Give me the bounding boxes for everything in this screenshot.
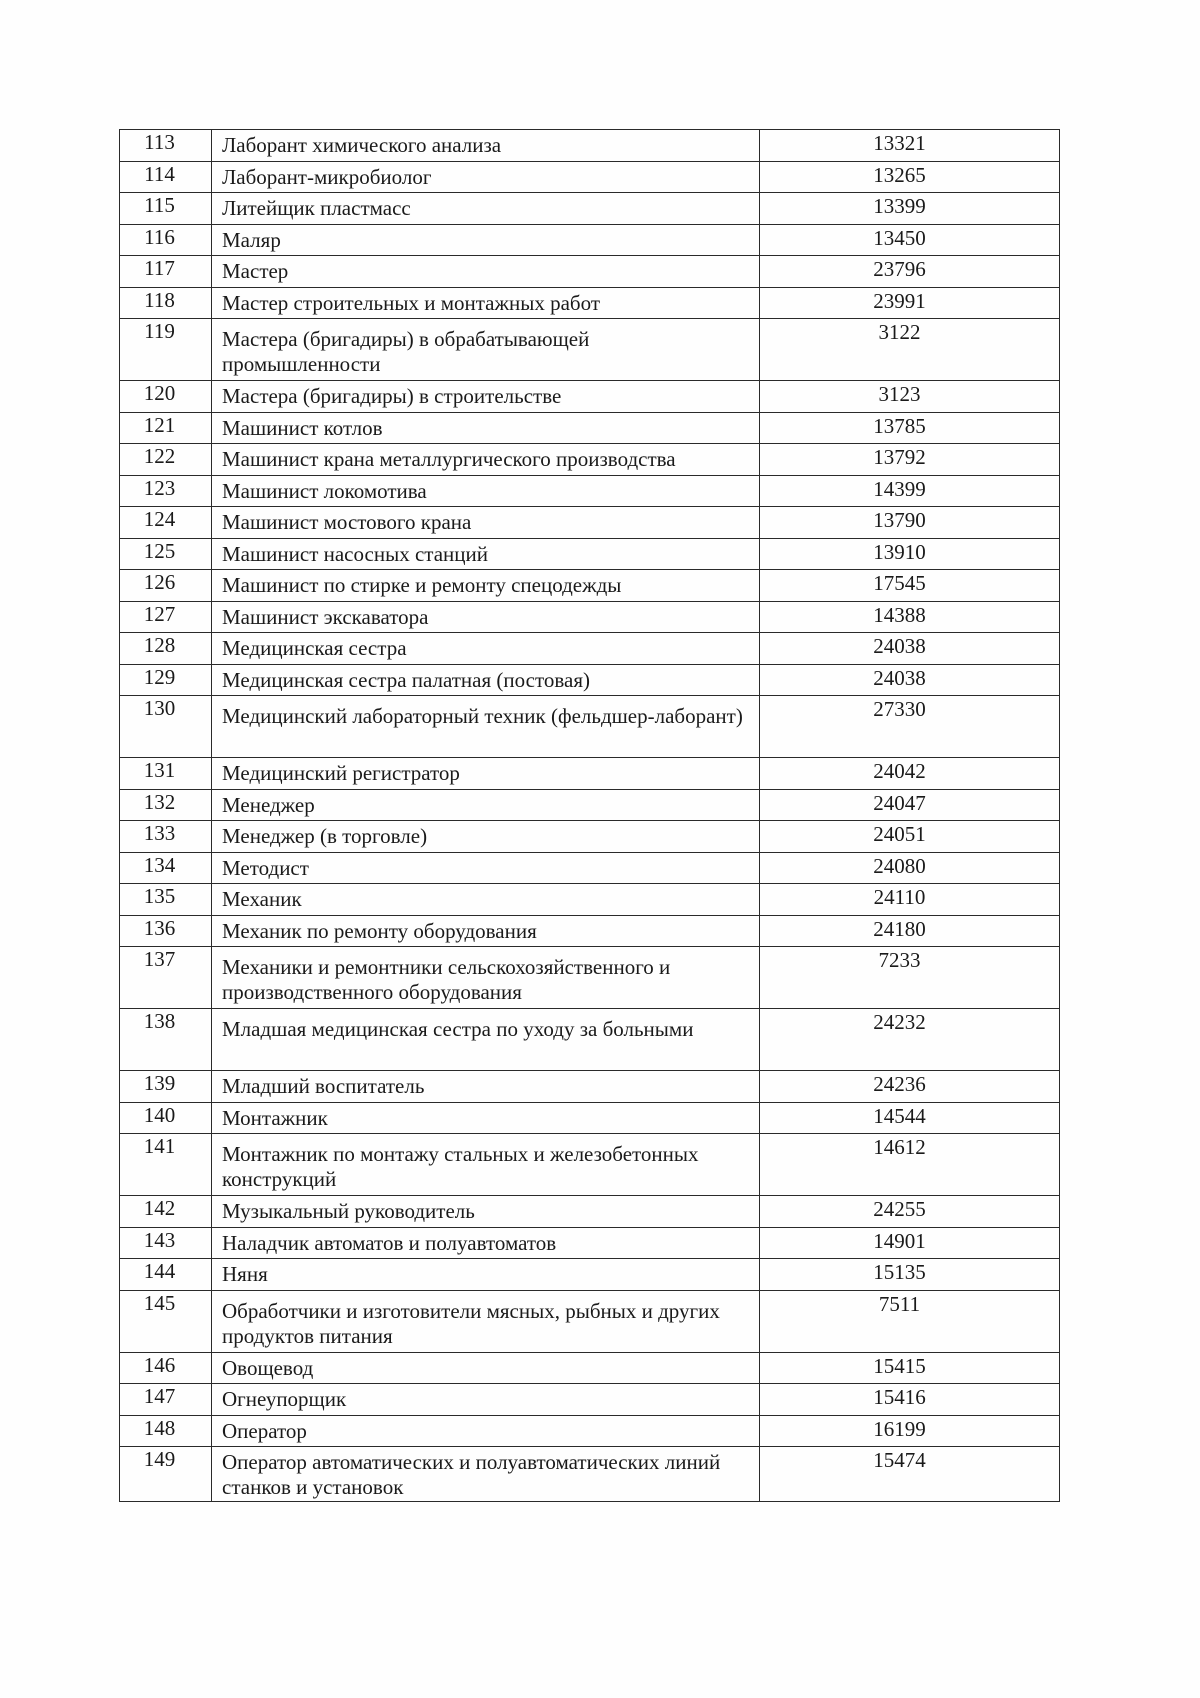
profession-code-cell: 3123 bbox=[760, 381, 1060, 413]
table-row bbox=[120, 758, 1060, 790]
row-number-cell: 128 bbox=[120, 633, 212, 665]
profession-name-cell: Механики и ремонтники сельскохозяйственного и производственного оборудования bbox=[212, 947, 760, 1009]
row-number-cell: 143 bbox=[120, 1227, 212, 1259]
profession-name-cell: Оператор автоматических и полуавтоматических линий станков и установок bbox=[212, 1447, 760, 1502]
profession-code-cell: 24038 bbox=[760, 664, 1060, 696]
table-row bbox=[120, 1196, 1060, 1228]
profession-code-cell: 15416 bbox=[760, 1384, 1060, 1416]
row-number-cell: 130 bbox=[120, 696, 212, 758]
profession-code-cell: 13265 bbox=[760, 161, 1060, 193]
row-number-cell: 134 bbox=[120, 852, 212, 884]
table-row bbox=[120, 1227, 1060, 1259]
profession-code-cell: 24051 bbox=[760, 821, 1060, 853]
profession-name-cell: Монтажник bbox=[212, 1102, 760, 1134]
profession-code-cell: 13785 bbox=[760, 412, 1060, 444]
row-number-cell: 129 bbox=[120, 664, 212, 696]
profession-code-cell: 13790 bbox=[760, 507, 1060, 539]
row-number-cell: 145 bbox=[120, 1290, 212, 1352]
profession-name-cell: Мастер строительных и монтажных работ bbox=[212, 287, 760, 319]
profession-code-cell: 23991 bbox=[760, 287, 1060, 319]
profession-name-cell: Механик bbox=[212, 884, 760, 916]
profession-name-cell: Машинист крана металлургического производства bbox=[212, 444, 760, 476]
table-row bbox=[120, 852, 1060, 884]
table-row bbox=[120, 1259, 1060, 1291]
profession-code-cell: 24180 bbox=[760, 915, 1060, 947]
profession-code-cell: 13450 bbox=[760, 224, 1060, 256]
row-number-cell: 136 bbox=[120, 915, 212, 947]
profession-name-cell: Медицинская сестра палатная (постовая) bbox=[212, 664, 760, 696]
table-row bbox=[120, 1447, 1060, 1502]
row-number-cell: 131 bbox=[120, 758, 212, 790]
row-number-cell: 149 bbox=[120, 1447, 212, 1502]
table-row bbox=[120, 287, 1060, 319]
table-row bbox=[120, 538, 1060, 570]
table-row bbox=[120, 664, 1060, 696]
table-row bbox=[120, 570, 1060, 602]
profession-code-cell: 27330 bbox=[760, 696, 1060, 758]
professions-table bbox=[119, 129, 1060, 1502]
profession-name-cell: Методист bbox=[212, 852, 760, 884]
table-row bbox=[120, 1290, 1060, 1352]
profession-name-cell: Мастера (бригадиры) в строительстве bbox=[212, 381, 760, 413]
row-number-cell: 138 bbox=[120, 1009, 212, 1071]
table-row bbox=[120, 475, 1060, 507]
profession-name-cell: Наладчик автоматов и полуавтоматов bbox=[212, 1227, 760, 1259]
row-number-cell: 146 bbox=[120, 1352, 212, 1384]
profession-code-cell: 13910 bbox=[760, 538, 1060, 570]
row-number-cell: 148 bbox=[120, 1415, 212, 1447]
row-number-cell: 122 bbox=[120, 444, 212, 476]
profession-name-cell: Машинист насосных станций bbox=[212, 538, 760, 570]
table-row bbox=[120, 633, 1060, 665]
table-row bbox=[120, 789, 1060, 821]
table-row bbox=[120, 601, 1060, 633]
profession-code-cell: 14901 bbox=[760, 1227, 1060, 1259]
table-row bbox=[120, 1071, 1060, 1103]
row-number-cell: 120 bbox=[120, 381, 212, 413]
row-number-cell: 114 bbox=[120, 161, 212, 193]
table-row bbox=[120, 507, 1060, 539]
row-number-cell: 119 bbox=[120, 319, 212, 381]
table-row bbox=[120, 412, 1060, 444]
row-number-cell: 127 bbox=[120, 601, 212, 633]
profession-code-cell: 24232 bbox=[760, 1009, 1060, 1071]
profession-code-cell: 24080 bbox=[760, 852, 1060, 884]
profession-name-cell: Огнеупорщик bbox=[212, 1384, 760, 1416]
row-number-cell: 117 bbox=[120, 256, 212, 288]
profession-code-cell: 24047 bbox=[760, 789, 1060, 821]
profession-code-cell: 13399 bbox=[760, 193, 1060, 225]
row-number-cell: 132 bbox=[120, 789, 212, 821]
profession-code-cell: 14399 bbox=[760, 475, 1060, 507]
profession-code-cell: 15415 bbox=[760, 1352, 1060, 1384]
profession-code-cell: 17545 bbox=[760, 570, 1060, 602]
table-body bbox=[120, 130, 1060, 1502]
table-row bbox=[120, 1352, 1060, 1384]
row-number-cell: 140 bbox=[120, 1102, 212, 1134]
profession-name-cell: Машинист экскаватора bbox=[212, 601, 760, 633]
profession-code-cell: 14612 bbox=[760, 1134, 1060, 1196]
profession-name-cell: Няня bbox=[212, 1259, 760, 1291]
profession-name-cell: Менеджер bbox=[212, 789, 760, 821]
profession-name-cell: Мастера (бригадиры) в обрабатывающей промышленности bbox=[212, 319, 760, 381]
profession-name-cell: Младшая медицинская сестра по уходу за больными bbox=[212, 1009, 760, 1071]
table-row bbox=[120, 256, 1060, 288]
row-number-cell: 113 bbox=[120, 130, 212, 162]
profession-code-cell: 23796 bbox=[760, 256, 1060, 288]
row-number-cell: 142 bbox=[120, 1196, 212, 1228]
profession-code-cell: 24110 bbox=[760, 884, 1060, 916]
row-number-cell: 118 bbox=[120, 287, 212, 319]
profession-code-cell: 14544 bbox=[760, 1102, 1060, 1134]
table-row bbox=[120, 821, 1060, 853]
table-row bbox=[120, 1415, 1060, 1447]
profession-name-cell: Медицинская сестра bbox=[212, 633, 760, 665]
table-row bbox=[120, 193, 1060, 225]
row-number-cell: 144 bbox=[120, 1259, 212, 1291]
profession-name-cell: Машинист по стирке и ремонту спецодежды bbox=[212, 570, 760, 602]
row-number-cell: 135 bbox=[120, 884, 212, 916]
table-row bbox=[120, 1134, 1060, 1196]
profession-name-cell: Младший воспитатель bbox=[212, 1071, 760, 1103]
row-number-cell: 147 bbox=[120, 1384, 212, 1416]
profession-code-cell: 3122 bbox=[760, 319, 1060, 381]
profession-code-cell: 7233 bbox=[760, 947, 1060, 1009]
row-number-cell: 124 bbox=[120, 507, 212, 539]
table-row bbox=[120, 947, 1060, 1009]
profession-code-cell: 24236 bbox=[760, 1071, 1060, 1103]
table-row bbox=[120, 1009, 1060, 1071]
profession-code-cell: 15135 bbox=[760, 1259, 1060, 1291]
profession-code-cell: 24255 bbox=[760, 1196, 1060, 1228]
profession-name-cell: Литейщик пластмасс bbox=[212, 193, 760, 225]
profession-name-cell: Медицинский регистратор bbox=[212, 758, 760, 790]
table-row bbox=[120, 1384, 1060, 1416]
profession-name-cell: Механик по ремонту оборудования bbox=[212, 915, 760, 947]
profession-name-cell: Овощевод bbox=[212, 1352, 760, 1384]
row-number-cell: 139 bbox=[120, 1071, 212, 1103]
table-row bbox=[120, 884, 1060, 916]
row-number-cell: 115 bbox=[120, 193, 212, 225]
profession-code-cell: 15474 bbox=[760, 1447, 1060, 1502]
table-row bbox=[120, 161, 1060, 193]
profession-code-cell: 13792 bbox=[760, 444, 1060, 476]
row-number-cell: 133 bbox=[120, 821, 212, 853]
profession-name-cell: Машинист мостового крана bbox=[212, 507, 760, 539]
profession-name-cell: Медицинский лабораторный техник (фельдшер-лаборант) bbox=[212, 696, 760, 758]
profession-code-cell: 14388 bbox=[760, 601, 1060, 633]
profession-code-cell: 13321 bbox=[760, 130, 1060, 162]
table-row bbox=[120, 319, 1060, 381]
row-number-cell: 116 bbox=[120, 224, 212, 256]
profession-name-cell: Менеджер (в торговле) bbox=[212, 821, 760, 853]
table-row bbox=[120, 915, 1060, 947]
table-row bbox=[120, 130, 1060, 162]
table-row bbox=[120, 1102, 1060, 1134]
row-number-cell: 126 bbox=[120, 570, 212, 602]
table-row bbox=[120, 224, 1060, 256]
table-row bbox=[120, 444, 1060, 476]
profession-name-cell: Мастер bbox=[212, 256, 760, 288]
table-row bbox=[120, 381, 1060, 413]
profession-code-cell: 24042 bbox=[760, 758, 1060, 790]
profession-name-cell: Монтажник по монтажу стальных и железобетонных конструкций bbox=[212, 1134, 760, 1196]
profession-code-cell: 7511 bbox=[760, 1290, 1060, 1352]
profession-name-cell: Лаборант-микробиолог bbox=[212, 161, 760, 193]
row-number-cell: 125 bbox=[120, 538, 212, 570]
profession-name-cell: Машинист котлов bbox=[212, 412, 760, 444]
row-number-cell: 121 bbox=[120, 412, 212, 444]
profession-name-cell: Обработчики и изготовители мясных, рыбных и других продуктов питания bbox=[212, 1290, 760, 1352]
row-number-cell: 141 bbox=[120, 1134, 212, 1196]
profession-code-cell: 16199 bbox=[760, 1415, 1060, 1447]
profession-name-cell: Оператор bbox=[212, 1415, 760, 1447]
profession-name-cell: Машинист локомотива bbox=[212, 475, 760, 507]
profession-code-cell: 24038 bbox=[760, 633, 1060, 665]
table-row bbox=[120, 696, 1060, 758]
row-number-cell: 123 bbox=[120, 475, 212, 507]
profession-name-cell: Музыкальный руководитель bbox=[212, 1196, 760, 1228]
row-number-cell: 137 bbox=[120, 947, 212, 1009]
profession-name-cell: Лаборант химического анализа bbox=[212, 130, 760, 162]
profession-name-cell: Маляр bbox=[212, 224, 760, 256]
